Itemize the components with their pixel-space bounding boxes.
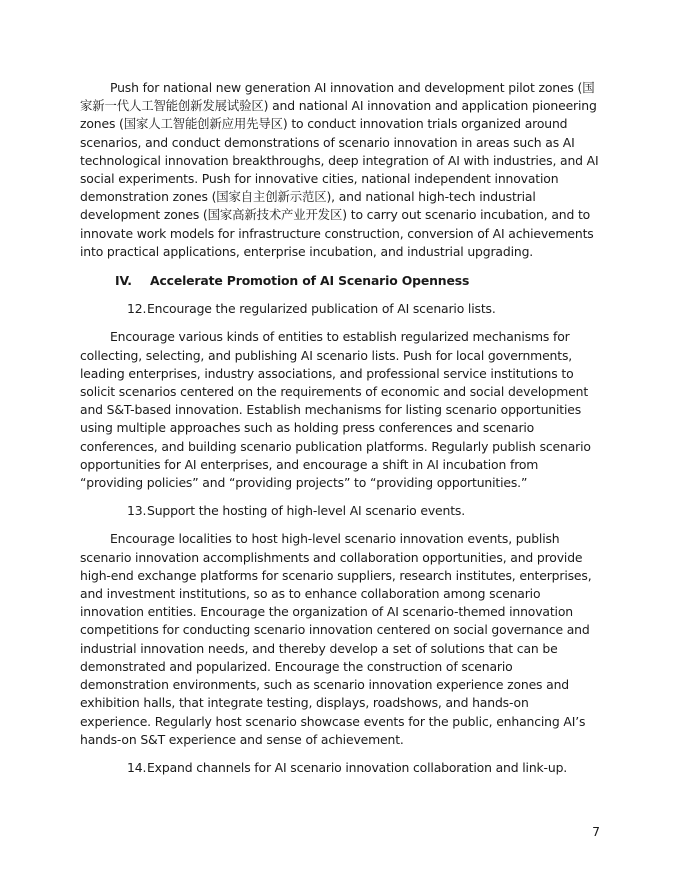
section-title: Accelerate Promotion of AI Scenario Openness [150, 273, 470, 289]
paragraph-scenario-lists: Encourage various kinds of entities to establish regularized mechanisms for collecting, selecting, and publishing AI scenario lists. Push for local governments, leading enterprises, industry associations, and professional service institutions to solicit scenarios centered on the requirements of economic and social development and S&T-based innovation. Establish mechanisms for listing scenario opportunities using multiple approaches such as holding press conferences and scenario conferences, and building scenario publication platforms. Regularly publish scenario opportunities for AI enterprises, and encourage a shift in AI incubation from “providing policies” and “providing projects” to “providing opportunities.” [80, 329, 591, 491]
item-text: Encourage the regularized publication of AI scenario lists. [147, 301, 496, 317]
paragraph-scenario-events: Encourage localities to host high-level scenario innovation events, publish scenario innovation accomplishments and collaboration opportunities, and provide high-end exchange platforms for scenario suppliers, research institutes, enterprises, and investment institutions, so as to enhance collaboration among scenario innovation entities. Encourage the organization of AI scenario-themed innovation competitions for conducting scenario innovation centered on social governance and industrial innovation needs, and thereby develop a set of solutions that can be demonstrated and popularized. Encourage the construction of scenario demonstration environments, such as scenario innovation experience zones and exhibition halls, that integrate testing, displays, roadshows, and hands-on experience. Regularly host scenario showcase events for the public, enhancing AI’s hands-on S&T experience and sense of achievement. [80, 531, 592, 747]
paragraph-pilot-zones: Push for national new generation AI innovation and development pilot zones (国家新一代人工智能创新发展试验区) and national AI innovation and application pioneering zones (国家人工智能创新应用先导区) to conduct innovation trials organized around scenarios, and conduct demonstrations of scenario innovation in areas such as AI technological innovation breakthroughs, deep integration of AI with industries, and AI social experiments. Push for innovative cities, national independent innovation demonstration zones (国家自主创新示范区), and national high-tech industrial development zones (国家高新技术产业开发区) to carry out scenario incubation, and to innovate work models for infrastructure construction, conversion of AI achievements into practical applications, enterprise incubation, and industrial upgrading. [80, 80, 599, 259]
page-content [80, 79, 602, 787]
item-text: Support the hosting of high-level AI scenario events. [147, 503, 466, 519]
section-heading [80, 272, 602, 290]
item-text: Expand channels for AI scenario innovation collaboration and link-up. [147, 759, 568, 775]
item-number: 14. [127, 759, 147, 775]
list-item-13 [80, 502, 602, 520]
item-number: 13. [127, 503, 147, 519]
item-number: 12. [127, 301, 147, 317]
list-item-14 [80, 759, 602, 777]
page-number: 7 [592, 824, 600, 839]
list-item-12 [80, 300, 602, 318]
section-number: IV. [115, 273, 132, 289]
